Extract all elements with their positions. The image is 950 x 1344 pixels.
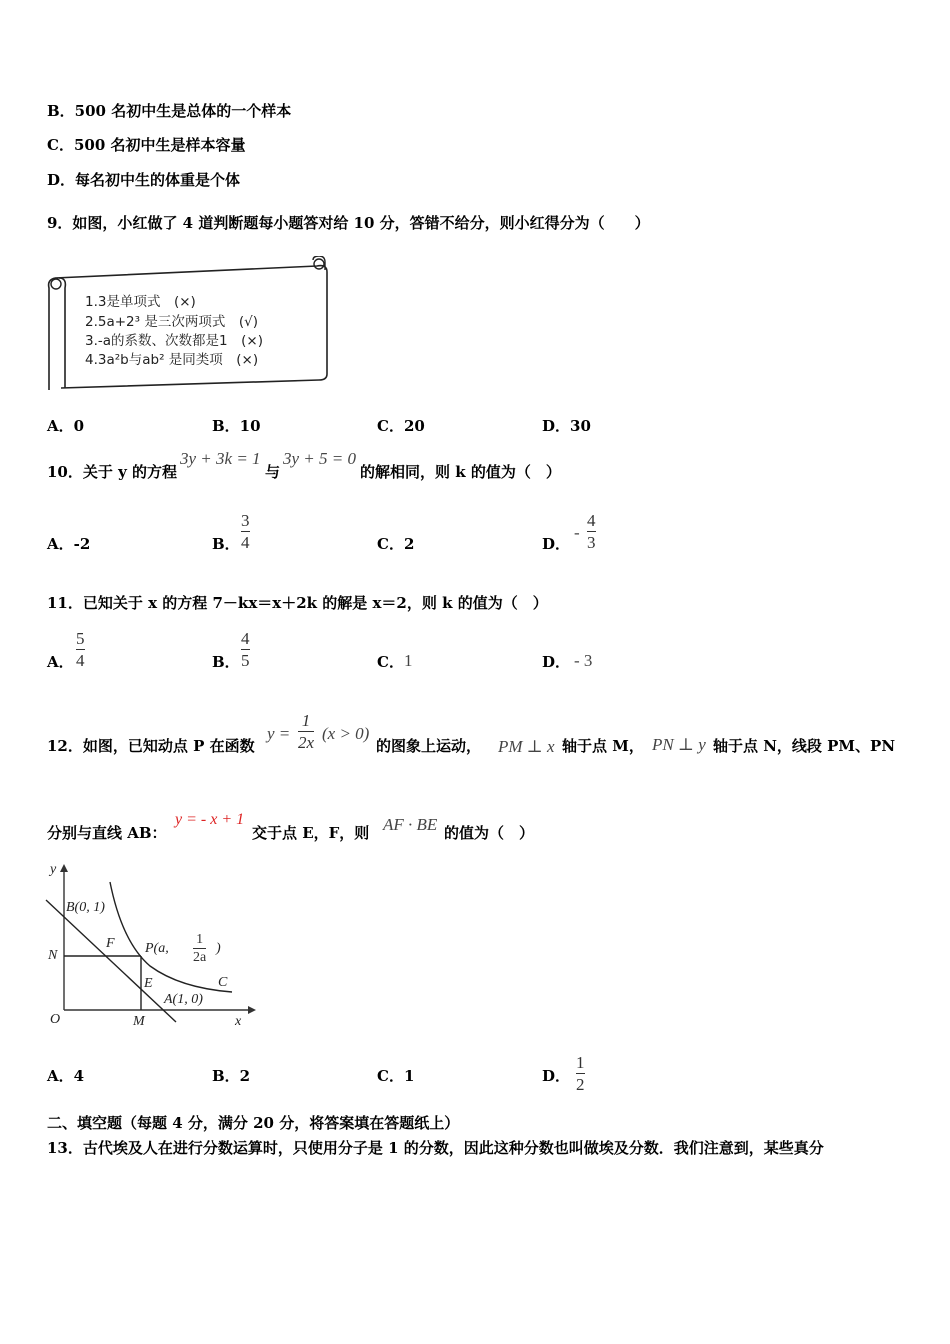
q10-equation-2: 3y + 5 = 0 bbox=[283, 449, 356, 468]
q10-option-d-label: D． bbox=[542, 535, 571, 553]
q12-func-y: y = bbox=[267, 724, 291, 743]
q9-option-c: C．20 bbox=[377, 417, 425, 435]
numerator: 4 bbox=[241, 629, 250, 648]
label-p: P(a, bbox=[145, 941, 169, 956]
numerator: 1 bbox=[301, 711, 311, 730]
label-p-fraction bbox=[193, 932, 206, 965]
denominator: 5 bbox=[241, 651, 250, 670]
label-p-close: ) bbox=[216, 941, 221, 956]
q9-stem: 9．如图，小红做了 4 道判断题每小题答对给 10 分，答错不给分，则小红得分为（ ） bbox=[47, 214, 650, 232]
numerator: 1 bbox=[196, 932, 204, 947]
q12-option-d-label: D． bbox=[542, 1067, 571, 1085]
label-f: F bbox=[106, 936, 115, 951]
q10-option-d-fraction bbox=[587, 511, 596, 552]
q12-af-be: AF · BE bbox=[383, 815, 438, 834]
scroll-line-2: 2.5a+2³ 是三次两项式 (√) bbox=[85, 314, 258, 330]
label-o: O bbox=[50, 1012, 61, 1027]
x-axis-arrow bbox=[248, 1006, 256, 1014]
q11-option-d-value: - 3 bbox=[574, 651, 593, 670]
q12-line2-prefix: 分别与直线 AB： bbox=[47, 824, 167, 842]
q10-option-b-label: B． bbox=[212, 535, 240, 553]
q12-line2-suffix: 的值为（ ） bbox=[444, 824, 535, 842]
q12-graph bbox=[40, 862, 265, 1037]
denominator: 4 bbox=[76, 651, 85, 670]
q10-prefix: 10．关于 y 的方程 bbox=[47, 463, 178, 481]
q10-mid: 与 bbox=[265, 463, 281, 481]
q12-option-c: C．1 bbox=[377, 1067, 415, 1085]
label-y: y bbox=[50, 862, 57, 877]
denominator: 2x bbox=[298, 733, 315, 752]
q8-option-b: B．500 名初中生是总体的一个样本 bbox=[47, 102, 292, 120]
scroll-line-1: 1.3是单项式 (×) bbox=[85, 294, 196, 310]
denominator: 2 bbox=[576, 1075, 585, 1094]
q12-pm: PM ⊥ x bbox=[498, 737, 555, 756]
q8-option-c: C．500 名初中生是样本容量 bbox=[47, 136, 246, 154]
q12-mid2: 轴于点 M， bbox=[562, 737, 644, 755]
q12-func-condition: (x > 0) bbox=[322, 724, 370, 743]
q12-option-d-fraction bbox=[576, 1053, 585, 1094]
numerator: 1 bbox=[576, 1053, 585, 1072]
q8-option-d: D．每名初中生的体重是个体 bbox=[47, 171, 241, 189]
q9-option-a: A．0 bbox=[47, 417, 85, 435]
label-a: A(1, 0) bbox=[164, 992, 203, 1007]
q9-option-b: B．10 bbox=[212, 417, 261, 435]
label-x: x bbox=[235, 1014, 242, 1029]
denominator: 2a bbox=[193, 950, 207, 965]
q11-option-a-label: A． bbox=[47, 653, 74, 671]
q12-option-b: B．2 bbox=[212, 1067, 251, 1085]
q10-suffix: 的解相同，则 k 的值为（ ） bbox=[360, 463, 561, 481]
numerator: 3 bbox=[241, 511, 250, 530]
y-axis-arrow bbox=[60, 864, 68, 872]
q10-equation-1: 3y + 3k = 1 bbox=[180, 449, 261, 468]
q10-option-d-sign: - bbox=[574, 523, 580, 542]
q11-stem: 11．已知关于 x 的方程 7－kx＝x＋2k 的解是 x＝2，则 k 的值为（ ） bbox=[47, 594, 548, 612]
q12-mid1: 的图象上运动， bbox=[376, 737, 482, 755]
q12-line2-mid: 交于点 E，F，则 bbox=[252, 824, 370, 842]
denominator: 4 bbox=[241, 533, 250, 552]
hyperbola-curve bbox=[110, 882, 232, 992]
scroll-line-3: 3.-a的系数、次数都是1 (×) bbox=[85, 333, 263, 349]
q11-option-b-label: B． bbox=[212, 653, 240, 671]
q12-line-equation: y = - x + 1 bbox=[175, 811, 245, 828]
q11-option-c-label: C． bbox=[377, 653, 404, 671]
q11-option-b-fraction bbox=[241, 629, 250, 670]
numerator: 5 bbox=[76, 629, 85, 648]
label-e: E bbox=[144, 976, 153, 991]
q12-prefix: 12．如图，已知动点 P 在函数 bbox=[47, 737, 255, 755]
q12-pn: PN ⊥ y bbox=[652, 735, 706, 754]
q11-option-c-value: 1 bbox=[404, 651, 413, 670]
denominator: 3 bbox=[587, 533, 596, 552]
label-b: B(0, 1) bbox=[66, 900, 105, 915]
q12-option-a: A．4 bbox=[47, 1067, 85, 1085]
q13-stem: 13．古代埃及人在进行分数运算时，只使用分子是 1 的分数，因此这种分数也叫做埃及分数．我们注意到，某些真分 bbox=[47, 1139, 824, 1157]
scroll-line-4: 4.3a²b与ab² 是同类项 (×) bbox=[85, 352, 259, 368]
q9-option-d: D．30 bbox=[542, 417, 591, 435]
q12-func-fraction bbox=[298, 711, 314, 752]
q12-mid3: 轴于点 N，线段 PM、PN bbox=[713, 737, 896, 755]
numerator: 4 bbox=[587, 511, 596, 530]
section-2-heading: 二、填空题（每题 4 分，满分 20 分，将答案填在答题纸上） bbox=[47, 1114, 460, 1132]
q10-option-b-fraction bbox=[241, 511, 250, 552]
label-c: C bbox=[218, 975, 228, 990]
label-n: N bbox=[48, 948, 58, 963]
line-ab bbox=[46, 900, 176, 1022]
q10-option-c: C．2 bbox=[377, 535, 415, 553]
q10-option-a: A．-2 bbox=[47, 535, 91, 553]
q11-option-a-fraction bbox=[76, 629, 85, 670]
label-m: M bbox=[133, 1014, 145, 1029]
q11-option-d-label: D． bbox=[542, 653, 571, 671]
